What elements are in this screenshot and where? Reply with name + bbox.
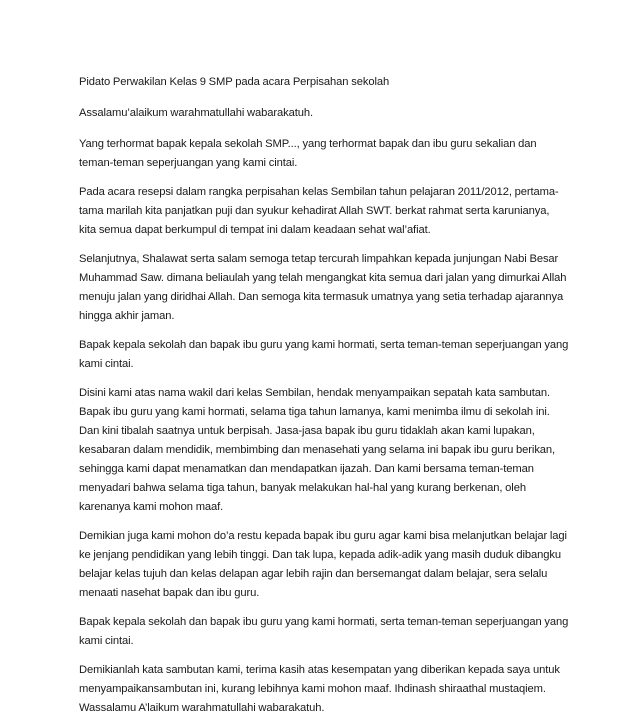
paragraph-blessing: Demikian juga kami mohon do’a restu kepada bapak ibu guru agar kami bisa melanjutkan belajar lagi ke jenjang pendidikan yang lebih tinggi. Dan tak lupa, kepada adik-adik yang masih duduk dibangku belajar kelas tujuh dan kelas delapan agar lebih rajin dan bersemangat dalam belajar, sera selalu menaati nasehat bapak dan ibu guru. [79, 530, 567, 599]
paragraph-address-1: Bapak kepala sekolah dan bapak ibu guru yang kami hormati, serta teman-teman seperjuangan yang kami cintai. [79, 339, 569, 370]
greeting: Assalamu’alaikum warahmatullahi wabarakatuh. [79, 107, 313, 119]
paragraph-opening: Pada acara resepsi dalam rangka perpisahan kelas Sembilan tahun pelajaran 2011/2012, pertama-tama marilah kita panjatkan puji dan syukur kehadirat Allah SWT. berkat rahmat serta karunianya, kita semua dapat berkumpul di tempat ini dalam keadaan sehat wal’afiat. [79, 186, 559, 236]
document-title: Pidato Perwakilan Kelas 9 SMP pada acara Perpisahan sekolah [79, 76, 390, 88]
paragraph-closing: Demikianlah kata sambutan kami, terima kasih atas kesempatan yang diberikan kepada saya untuk menyampaikansambutan ini, kurang lebihnya kami mohon maaf. Ihdinash shiraathal mustaqiem. Wassalamu A’laikum warahmatullahi wabarakatuh. [79, 664, 560, 714]
paragraph-shalawat: Selanjutnya, Shalawat serta salam semoga tetap tercurah limpahkan kepada junjungan Nabi Besar Muhammad Saw. dimana beliaulah yang telah mengangkat kita semua dari jalan yang dimurkai Allah menuju jalan yang diridhai Allah. Dan semoga kita termasuk umatnya yang setia terhadap ajarannya hingga akhir jaman. [79, 253, 567, 322]
paragraph-farewell: Disini kami atas nama wakil dari kelas Sembilan, hendak menyampaikan sepatah kata sambutan. Bapak ibu guru yang kami hormati, selama tiga tahun lamanya, kami menimba ilmu di sekolah ini. Dan kini tibalah saatnya untuk berpisah. Jasa-jasa bapak ibu guru tidaklah akan kami lupakan, kesabaran dalam mendidik, membimbing dan menasehati yang selama ini bapak ibu guru berikan, sehingga kami dapat menamatkan dan mendapatkan ijazah. Dan kami bersama teman-teman menyadari bahwa selama tiga tahun, banyak melakukan hal-hal yang kurang berkenan, oleh karenanya kami mohon maaf. [79, 387, 556, 513]
paragraph-salutation: Yang terhormat bapak kepala sekolah SMP..., yang terhormat bapak dan ibu guru sekalian dan teman-teman seperjuangan yang kami cintai. [79, 138, 537, 169]
paragraph-address-2: Bapak kepala sekolah dan bapak ibu guru yang kami hormati, serta teman-teman seperjuangan yang kami cintai. [79, 616, 569, 647]
